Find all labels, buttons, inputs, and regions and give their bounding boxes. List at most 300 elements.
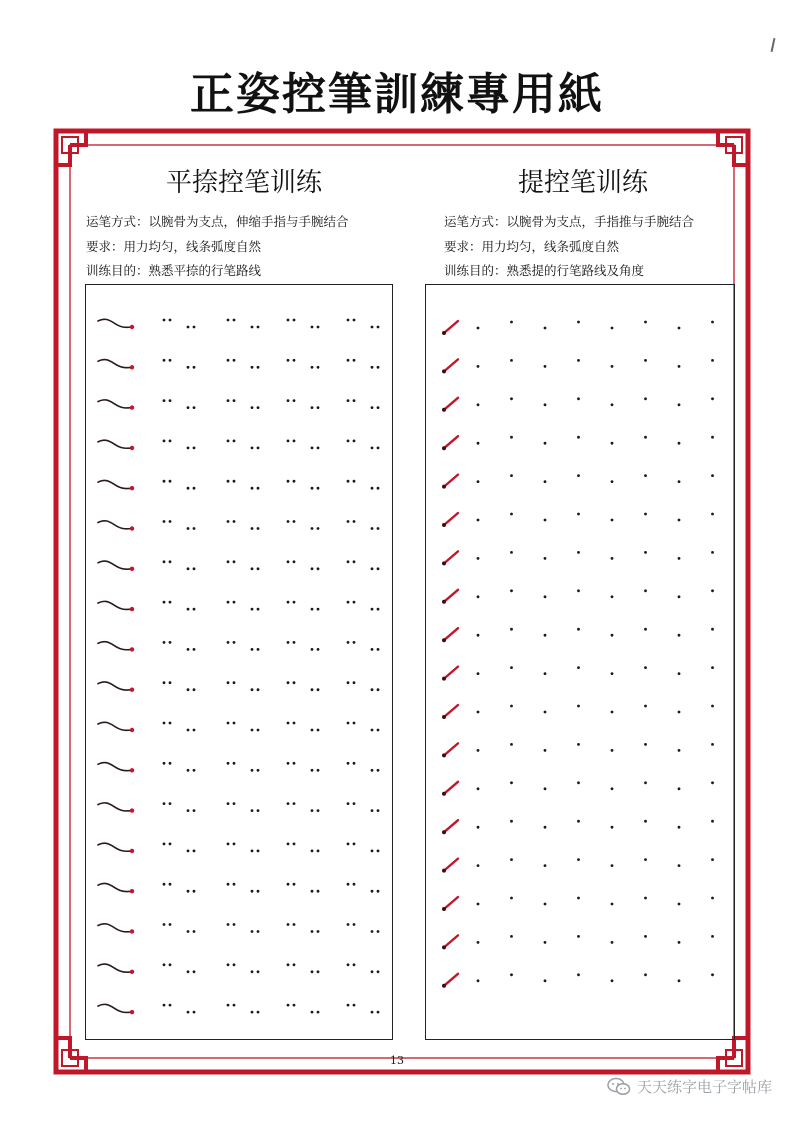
rising-stroke [444, 513, 458, 525]
guide-dot [287, 681, 290, 684]
practice-row [98, 601, 379, 612]
guide-dot [477, 365, 480, 368]
guide-dot [169, 601, 172, 604]
guide-dot [193, 930, 196, 933]
guide-dot [293, 802, 296, 805]
flat-press-stroke [98, 521, 132, 529]
guide-dot [233, 601, 236, 604]
guide-dot [477, 480, 480, 483]
guide-dot [353, 883, 356, 886]
practice-row [442, 820, 714, 834]
guide-dot [353, 440, 356, 443]
guide-dot [227, 319, 230, 322]
stroke-end-dot [130, 486, 134, 490]
guide-dot [544, 749, 547, 752]
guide-dot [477, 327, 480, 330]
guide-dot [377, 1011, 380, 1014]
practice-row [442, 973, 714, 987]
guide-dot [227, 399, 230, 402]
guide-dot [577, 973, 580, 976]
guide-dot [227, 762, 230, 765]
guide-dot [257, 608, 260, 611]
stroke-end-dot [130, 728, 134, 732]
guide-dot [233, 681, 236, 684]
guide-dot [317, 366, 320, 369]
flat-press-stroke [98, 440, 132, 448]
guide-dot [317, 447, 320, 450]
practice-row [98, 399, 379, 410]
guide-dot [193, 769, 196, 772]
guide-dot [193, 648, 196, 651]
guide-dot [377, 366, 380, 369]
guide-dot [510, 551, 513, 554]
guide-dot [371, 406, 374, 409]
guide-dot [251, 326, 254, 329]
guide-dot [644, 628, 647, 631]
guide-dot [577, 436, 580, 439]
guide-dot [371, 930, 374, 933]
guide-dot [233, 1004, 236, 1007]
guide-dot [371, 890, 374, 893]
guide-dot [257, 809, 260, 812]
guide-dot [169, 883, 172, 886]
stroke-start-dot [442, 869, 446, 873]
guide-dot [544, 979, 547, 982]
guide-dot [353, 399, 356, 402]
stroke-end-dot [130, 567, 134, 571]
method-text: 运笔方式：以腕骨为支点，手指推与手腕结合 [444, 214, 695, 229]
guide-dot [233, 399, 236, 402]
guide-dot [577, 589, 580, 592]
guide-dot [287, 762, 290, 765]
practice-row [442, 705, 714, 719]
guide-dot [371, 447, 374, 450]
guide-dot [233, 440, 236, 443]
guide-dot [377, 487, 380, 490]
guide-dot [233, 641, 236, 644]
guide-dot [347, 802, 350, 805]
guide-dot [377, 688, 380, 691]
guide-dot [544, 365, 547, 368]
guide-dot [187, 809, 190, 812]
guide-dot [163, 359, 166, 362]
guide-dot [477, 903, 480, 906]
practice-row [98, 923, 379, 934]
guide-dot [287, 883, 290, 886]
guide-dot [611, 365, 614, 368]
guide-dot [611, 557, 614, 560]
stroke-start-dot [442, 523, 446, 527]
guide-dot [510, 589, 513, 592]
page-title: 正姿控筆訓練專用紙 [190, 69, 604, 120]
guide-dot [544, 672, 547, 675]
guide-dot [544, 941, 547, 944]
guide-dot [317, 970, 320, 973]
guide-dot [317, 930, 320, 933]
guide-dot [577, 474, 580, 477]
guide-dot [287, 480, 290, 483]
guide-dot [711, 513, 714, 516]
guide-dot [227, 601, 230, 604]
guide-dot [544, 903, 547, 906]
guide-dot [371, 567, 374, 570]
section-title: 平捺控笔训练 [165, 168, 322, 198]
guide-dot [477, 403, 480, 406]
guide-dot [353, 359, 356, 362]
guide-dot [233, 963, 236, 966]
guide-dot [227, 520, 230, 523]
guide-dot [257, 567, 260, 570]
guide-dot [577, 359, 580, 362]
guide-dot [317, 890, 320, 893]
guide-dot [353, 601, 356, 604]
stroke-start-dot [442, 446, 446, 450]
guide-dot [644, 897, 647, 900]
guide-dot [311, 688, 314, 691]
guide-dot [577, 666, 580, 669]
guide-dot [644, 973, 647, 976]
guide-dot [544, 327, 547, 330]
guide-dot [187, 970, 190, 973]
guide-dot [257, 1011, 260, 1014]
guide-dot [711, 436, 714, 439]
guide-dot [347, 560, 350, 563]
guide-dot [163, 843, 166, 846]
practice-row [98, 762, 379, 773]
guide-dot [311, 406, 314, 409]
guide-dot [193, 850, 196, 853]
guide-dot [377, 608, 380, 611]
guide-dot [678, 595, 681, 598]
guide-dot [711, 820, 714, 823]
guide-dot [311, 487, 314, 490]
guide-dot [251, 769, 254, 772]
stroke-end-dot [130, 849, 134, 853]
guide-dot [233, 319, 236, 322]
guide-dot [293, 560, 296, 563]
guide-dot [371, 608, 374, 611]
rising-stroke [444, 859, 458, 871]
guide-dot [193, 1011, 196, 1014]
guide-dot [293, 601, 296, 604]
guide-dot [711, 628, 714, 631]
guide-dot [477, 672, 480, 675]
guide-dot [678, 519, 681, 522]
guide-dot [544, 557, 547, 560]
guide-dot [187, 567, 190, 570]
guide-dot [577, 935, 580, 938]
guide-dot [193, 567, 196, 570]
guide-dot [287, 923, 290, 926]
guide-dot [611, 711, 614, 714]
guide-dot [477, 442, 480, 445]
guide-dot [227, 963, 230, 966]
guide-dot [347, 1004, 350, 1007]
guide-dot [644, 743, 647, 746]
guide-dot [169, 1004, 172, 1007]
guide-dot [251, 729, 254, 732]
guide-dot [377, 447, 380, 450]
guide-dot [311, 930, 314, 933]
practice-grid-flat-press[interactable] [85, 284, 393, 1040]
flat-press-stroke [98, 722, 132, 730]
guide-dot [611, 480, 614, 483]
guide-dot [193, 970, 196, 973]
guide-dot [510, 666, 513, 669]
rising-stroke [444, 551, 458, 563]
guide-dot [193, 366, 196, 369]
guide-dot [678, 480, 681, 483]
guide-dot [711, 359, 714, 362]
guide-dot [163, 480, 166, 483]
stroke-end-dot [130, 647, 134, 651]
guide-dot [317, 608, 320, 611]
guide-dot [371, 688, 374, 691]
guide-dot [227, 1004, 230, 1007]
guide-dot [347, 923, 350, 926]
guide-dot [233, 480, 236, 483]
guide-dot [644, 397, 647, 400]
guide-dot [711, 666, 714, 669]
rising-stroke [444, 359, 458, 371]
practice-grid-rising[interactable] [425, 284, 735, 1040]
guide-dot [311, 970, 314, 973]
guide-dot [678, 403, 681, 406]
guide-dot [711, 858, 714, 861]
guide-dot [477, 864, 480, 867]
watermark-text: 天天练字电子字帖库 [636, 1078, 772, 1096]
guide-dot [371, 850, 374, 853]
guide-dot [163, 722, 166, 725]
guide-dot [169, 681, 172, 684]
guide-dot [233, 520, 236, 523]
guide-dot [317, 406, 320, 409]
flat-press-stroke [98, 682, 132, 690]
purpose-text: 训练目的：熟悉提的行笔路线及角度 [444, 263, 645, 278]
guide-dot [510, 743, 513, 746]
guide-dot [371, 527, 374, 530]
rising-stroke [444, 935, 458, 947]
guide-dot [293, 722, 296, 725]
guide-dot [233, 722, 236, 725]
guide-dot [287, 963, 290, 966]
guide-dot [257, 970, 260, 973]
guide-dot [678, 826, 681, 829]
guide-dot [193, 809, 196, 812]
guide-dot [187, 769, 190, 772]
flat-press-stroke [98, 400, 132, 408]
stroke-end-dot [130, 929, 134, 933]
guide-dot [187, 850, 190, 853]
guide-dot [611, 672, 614, 675]
stroke-start-dot [442, 715, 446, 719]
guide-dot [577, 897, 580, 900]
guide-dot [353, 843, 356, 846]
guide-dot [371, 648, 374, 651]
guide-dot [510, 781, 513, 784]
flat-press-stroke [98, 843, 132, 851]
guide-dot [257, 688, 260, 691]
flat-press-stroke [98, 964, 132, 972]
practice-row [442, 935, 714, 949]
stroke-end-dot [130, 365, 134, 369]
guide-dot [257, 447, 260, 450]
guide-dot [293, 1004, 296, 1007]
guide-dot [353, 963, 356, 966]
guide-dot [287, 601, 290, 604]
practice-row [442, 474, 714, 488]
guide-dot [577, 397, 580, 400]
guide-dot [611, 787, 614, 790]
guide-dot [193, 326, 196, 329]
guide-dot [644, 359, 647, 362]
guide-dot [169, 359, 172, 362]
flat-press-stroke [98, 642, 132, 650]
rising-stroke [444, 820, 458, 832]
guide-dot [227, 802, 230, 805]
guide-dot [251, 850, 254, 853]
guide-dot [347, 843, 350, 846]
guide-dot [163, 319, 166, 322]
guide-dot [347, 601, 350, 604]
rising-stroke [444, 475, 458, 487]
practice-row [98, 440, 379, 451]
guide-dot [544, 787, 547, 790]
guide-dot [251, 527, 254, 530]
guide-dot [477, 595, 480, 598]
guide-dot [227, 843, 230, 846]
guide-dot [644, 474, 647, 477]
guide-dot [233, 359, 236, 362]
guide-dot [544, 634, 547, 637]
practice-row [98, 843, 379, 854]
guide-dot [293, 319, 296, 322]
practice-row [442, 551, 714, 565]
guide-dot [233, 802, 236, 805]
guide-dot [317, 729, 320, 732]
guide-dot [678, 634, 681, 637]
guide-dot [163, 601, 166, 604]
stroke-start-dot [442, 638, 446, 642]
guide-dot [311, 809, 314, 812]
guide-dot [347, 722, 350, 725]
page-number: 13 [390, 1054, 404, 1067]
guide-dot [293, 480, 296, 483]
guide-dot [544, 595, 547, 598]
rising-stroke [444, 782, 458, 794]
stroke-start-dot [442, 984, 446, 988]
guide-dot [311, 527, 314, 530]
guide-dot [678, 711, 681, 714]
rising-stroke [444, 398, 458, 410]
guide-dot [251, 970, 254, 973]
guide-dot [711, 551, 714, 554]
guide-dot [611, 864, 614, 867]
rising-stroke [444, 897, 458, 909]
practice-row [98, 681, 379, 692]
guide-dot [510, 705, 513, 708]
guide-dot [187, 648, 190, 651]
guide-dot [678, 787, 681, 790]
guide-dot [251, 930, 254, 933]
guide-dot [347, 641, 350, 644]
guide-dot [371, 326, 374, 329]
practice-row [98, 480, 379, 491]
guide-dot [711, 474, 714, 477]
guide-dot [353, 802, 356, 805]
guide-dot [377, 648, 380, 651]
guide-dot [169, 319, 172, 322]
guide-dot [577, 321, 580, 324]
guide-dot [169, 520, 172, 523]
guide-dot [317, 527, 320, 530]
guide-dot [711, 321, 714, 324]
guide-dot [227, 560, 230, 563]
guide-dot [187, 1011, 190, 1014]
guide-dot [510, 436, 513, 439]
guide-dot [477, 711, 480, 714]
guide-dot [353, 1004, 356, 1007]
guide-dot [477, 557, 480, 560]
guide-dot [544, 442, 547, 445]
rising-stroke [444, 705, 458, 717]
guide-dot [251, 608, 254, 611]
guide-dot [317, 487, 320, 490]
guide-dot [193, 608, 196, 611]
practice-row [442, 436, 714, 450]
practice-row [98, 359, 379, 370]
guide-dot [577, 628, 580, 631]
guide-dot [169, 480, 172, 483]
guide-dot [477, 749, 480, 752]
guide-dot [611, 327, 614, 330]
guide-dot [644, 705, 647, 708]
guide-dot [163, 641, 166, 644]
guide-dot [187, 406, 190, 409]
guide-dot [257, 769, 260, 772]
guide-dot [163, 923, 166, 926]
section-title: 提控笔训练 [517, 168, 648, 198]
practice-row [442, 858, 714, 872]
guide-dot [347, 399, 350, 402]
guide-dot [611, 595, 614, 598]
guide-dot [611, 634, 614, 637]
guide-dot [257, 366, 260, 369]
guide-dot [233, 843, 236, 846]
guide-dot [711, 973, 714, 976]
guide-dot [311, 608, 314, 611]
guide-dot [163, 520, 166, 523]
guide-dot [233, 560, 236, 563]
guide-dot [257, 729, 260, 732]
guide-dot [477, 787, 480, 790]
guide-dot [371, 366, 374, 369]
guide-dot [193, 527, 196, 530]
stroke-start-dot [442, 677, 446, 681]
guide-dot [293, 883, 296, 886]
guide-dot [577, 820, 580, 823]
guide-dot [293, 359, 296, 362]
guide-dot [257, 850, 260, 853]
rising-stroke [444, 743, 458, 755]
guide-dot [678, 557, 681, 560]
flat-press-stroke [98, 924, 132, 932]
guide-dot [169, 440, 172, 443]
stroke-start-dot [442, 408, 446, 412]
guide-dot [193, 406, 196, 409]
guide-dot [371, 769, 374, 772]
stroke-end-dot [130, 526, 134, 530]
